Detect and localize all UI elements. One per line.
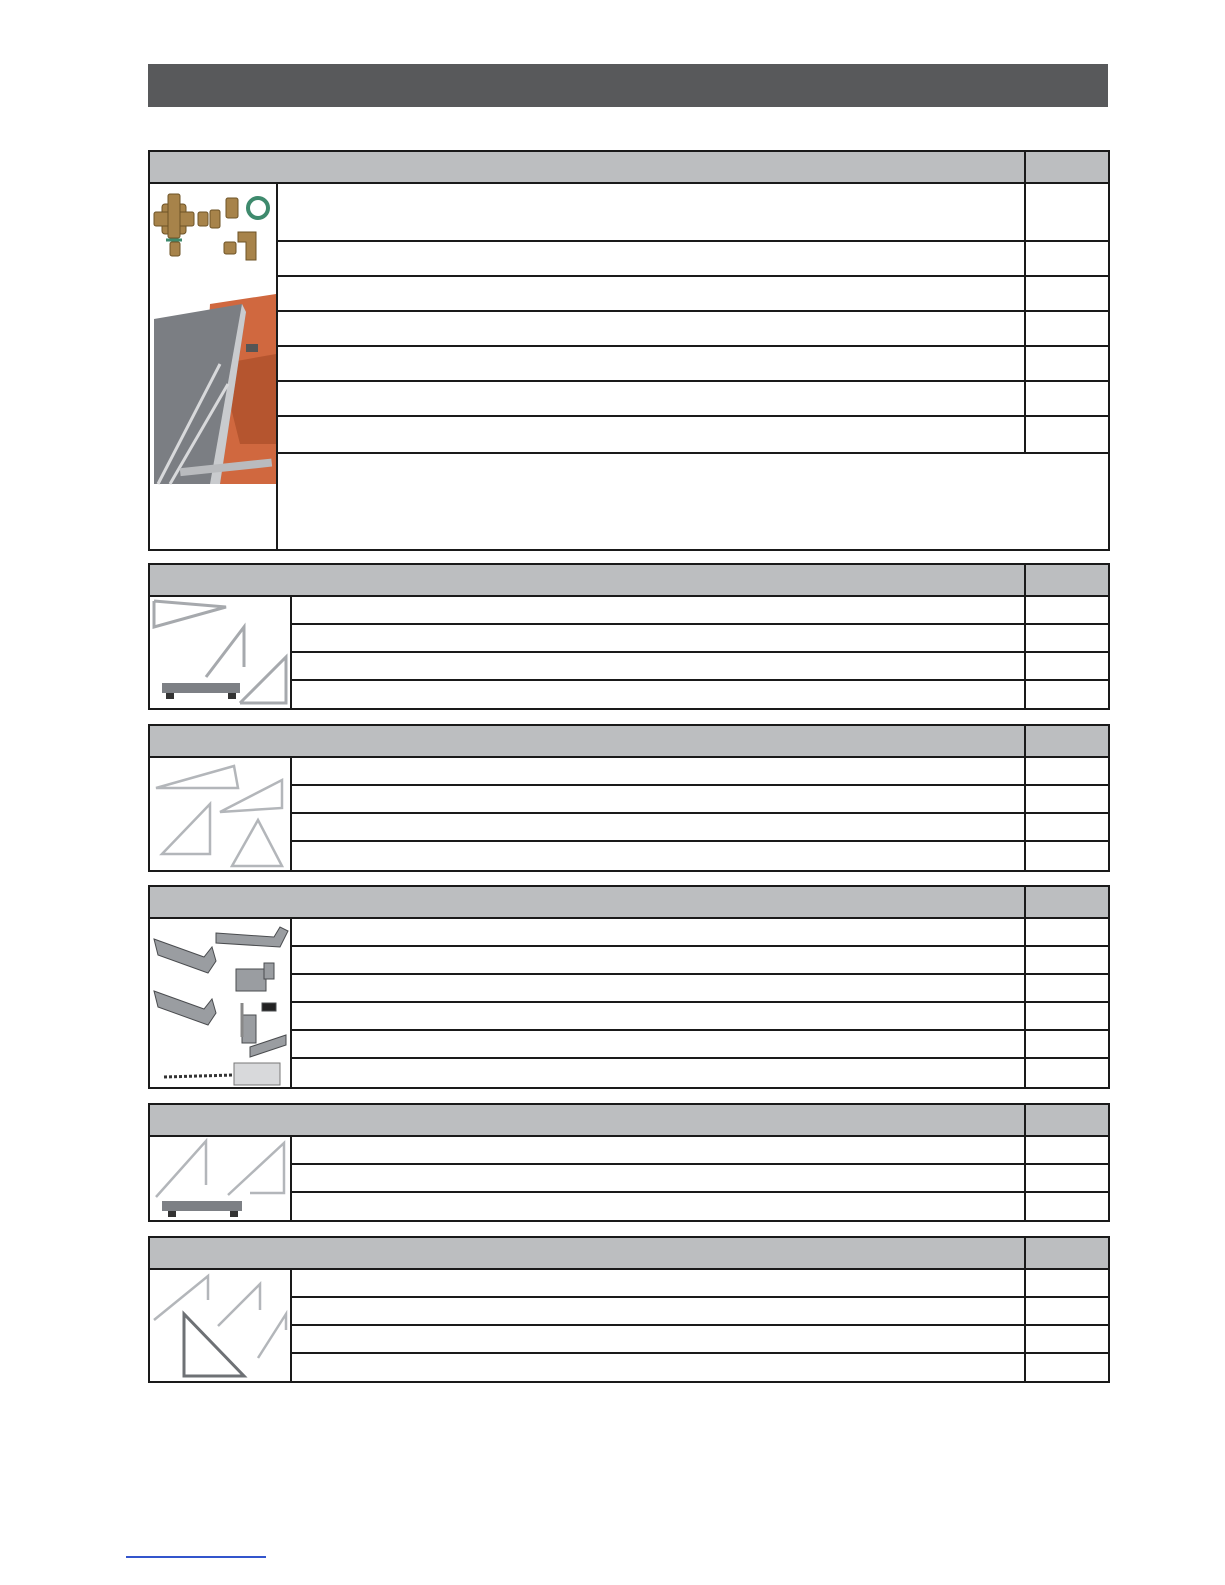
- section-frame-set-d: [148, 1236, 1110, 1383]
- row-description: [292, 1298, 1026, 1324]
- row-description: [292, 1354, 1026, 1381]
- row-description: [278, 242, 1026, 275]
- section-header: [150, 152, 1108, 184]
- row-quantity: [1026, 1326, 1108, 1352]
- row-description: [292, 1270, 1026, 1296]
- row-description: [292, 1031, 1026, 1057]
- section-header-title: [150, 887, 1026, 917]
- section-notes: [278, 452, 1108, 549]
- section-header-qty: [1026, 1105, 1108, 1135]
- section-header-qty: [1026, 726, 1108, 756]
- section-header: [150, 565, 1108, 597]
- section-header: [150, 1105, 1108, 1137]
- row-quantity: [1026, 1031, 1108, 1057]
- table-row: [292, 1326, 1108, 1354]
- table-row: [292, 1193, 1108, 1220]
- row-quantity: [1026, 653, 1108, 679]
- table-row: [292, 947, 1108, 975]
- table-row: [292, 1059, 1108, 1087]
- row-description: [278, 184, 1026, 240]
- row-description: [292, 919, 1026, 945]
- table-row: [292, 842, 1108, 870]
- triangle-frames-image: [150, 758, 292, 870]
- row-description: [292, 1137, 1026, 1163]
- table-row: [292, 786, 1108, 814]
- row-quantity: [1026, 1270, 1108, 1296]
- table-row: [278, 417, 1108, 452]
- section-header: [150, 1238, 1108, 1270]
- section-header-qty: [1026, 565, 1108, 595]
- table-row: [278, 242, 1108, 277]
- row-quantity: [1026, 1059, 1108, 1087]
- row-description: [292, 786, 1026, 812]
- section-header: [150, 726, 1108, 758]
- row-quantity: [1026, 786, 1108, 812]
- row-quantity: [1026, 625, 1108, 651]
- section-header-title: [150, 1238, 1026, 1268]
- section-header-title: [150, 1105, 1026, 1135]
- row-quantity: [1026, 1193, 1108, 1220]
- row-quantity: [1026, 1003, 1108, 1029]
- row-quantity: [1026, 242, 1108, 275]
- table-row: [292, 681, 1108, 708]
- row-quantity: [1026, 184, 1108, 240]
- frame-brackets-image: [150, 597, 292, 708]
- row-quantity: [1026, 1354, 1108, 1381]
- section-header-title: [150, 152, 1026, 182]
- row-quantity: [1026, 842, 1108, 870]
- table-row: [278, 382, 1108, 417]
- row-description: [278, 277, 1026, 310]
- section-header: [150, 887, 1108, 919]
- row-description: [292, 758, 1026, 784]
- row-description: [292, 597, 1026, 623]
- row-description: [292, 947, 1026, 973]
- row-description: [292, 653, 1026, 679]
- table-row: [292, 1270, 1108, 1298]
- table-row: [278, 277, 1108, 312]
- table-row: [278, 184, 1108, 242]
- table-row: [292, 814, 1108, 842]
- row-description: [292, 681, 1026, 708]
- section-header-title: [150, 726, 1026, 756]
- row-description: [292, 1059, 1026, 1087]
- row-description: [292, 975, 1026, 1001]
- row-quantity: [1026, 382, 1108, 415]
- table-row: [292, 653, 1108, 681]
- row-quantity: [1026, 814, 1108, 840]
- section-connection-kit: [148, 150, 1110, 551]
- row-quantity: [1026, 919, 1108, 945]
- table-row: [278, 312, 1108, 347]
- row-description: [292, 1003, 1026, 1029]
- row-quantity: [1026, 1137, 1108, 1163]
- row-description: [278, 312, 1026, 345]
- footer-link-underline[interactable]: [126, 1556, 266, 1558]
- row-description: [292, 1193, 1026, 1220]
- section-frame-set-b: [148, 724, 1110, 872]
- table-row: [292, 1031, 1108, 1059]
- row-quantity: [1026, 1165, 1108, 1191]
- section-header-qty: [1026, 1238, 1108, 1268]
- row-quantity: [1026, 417, 1108, 452]
- row-quantity: [1026, 681, 1108, 708]
- table-row: [292, 1137, 1108, 1165]
- row-quantity: [1026, 1298, 1108, 1324]
- page-title-bar: [148, 64, 1108, 107]
- table-row: [278, 347, 1108, 382]
- table-row: [292, 975, 1108, 1003]
- row-description: [292, 1326, 1026, 1352]
- table-row: [292, 758, 1108, 786]
- row-description: [292, 625, 1026, 651]
- row-quantity: [1026, 975, 1108, 1001]
- table-row: [292, 1354, 1108, 1381]
- table-row: [292, 1003, 1108, 1031]
- row-quantity: [1026, 277, 1108, 310]
- section-header-title: [150, 565, 1026, 595]
- row-description: [278, 382, 1026, 415]
- table-row: [292, 1298, 1108, 1326]
- section-header-qty: [1026, 152, 1108, 182]
- table-row: [292, 1165, 1108, 1193]
- section-roof-hooks: [148, 885, 1110, 1089]
- table-row: [292, 919, 1108, 947]
- row-description: [292, 814, 1026, 840]
- tilt-frames-image: [150, 1270, 292, 1381]
- section-header-qty: [1026, 887, 1108, 917]
- section-frame-set-a: [148, 563, 1110, 710]
- table-row: [292, 625, 1108, 653]
- roof-hooks-image: [150, 919, 292, 1087]
- row-quantity: [1026, 312, 1108, 345]
- row-description: [292, 1165, 1026, 1191]
- row-description: [292, 842, 1026, 870]
- fittings-collector-image: [150, 184, 278, 549]
- row-description: [278, 347, 1026, 380]
- row-quantity: [1026, 947, 1108, 973]
- row-quantity: [1026, 758, 1108, 784]
- row-description: [278, 417, 1026, 452]
- table-row: [292, 597, 1108, 625]
- row-quantity: [1026, 597, 1108, 623]
- frame-rails-image: [150, 1137, 292, 1220]
- row-quantity: [1026, 347, 1108, 380]
- section-frame-set-c: [148, 1103, 1110, 1222]
